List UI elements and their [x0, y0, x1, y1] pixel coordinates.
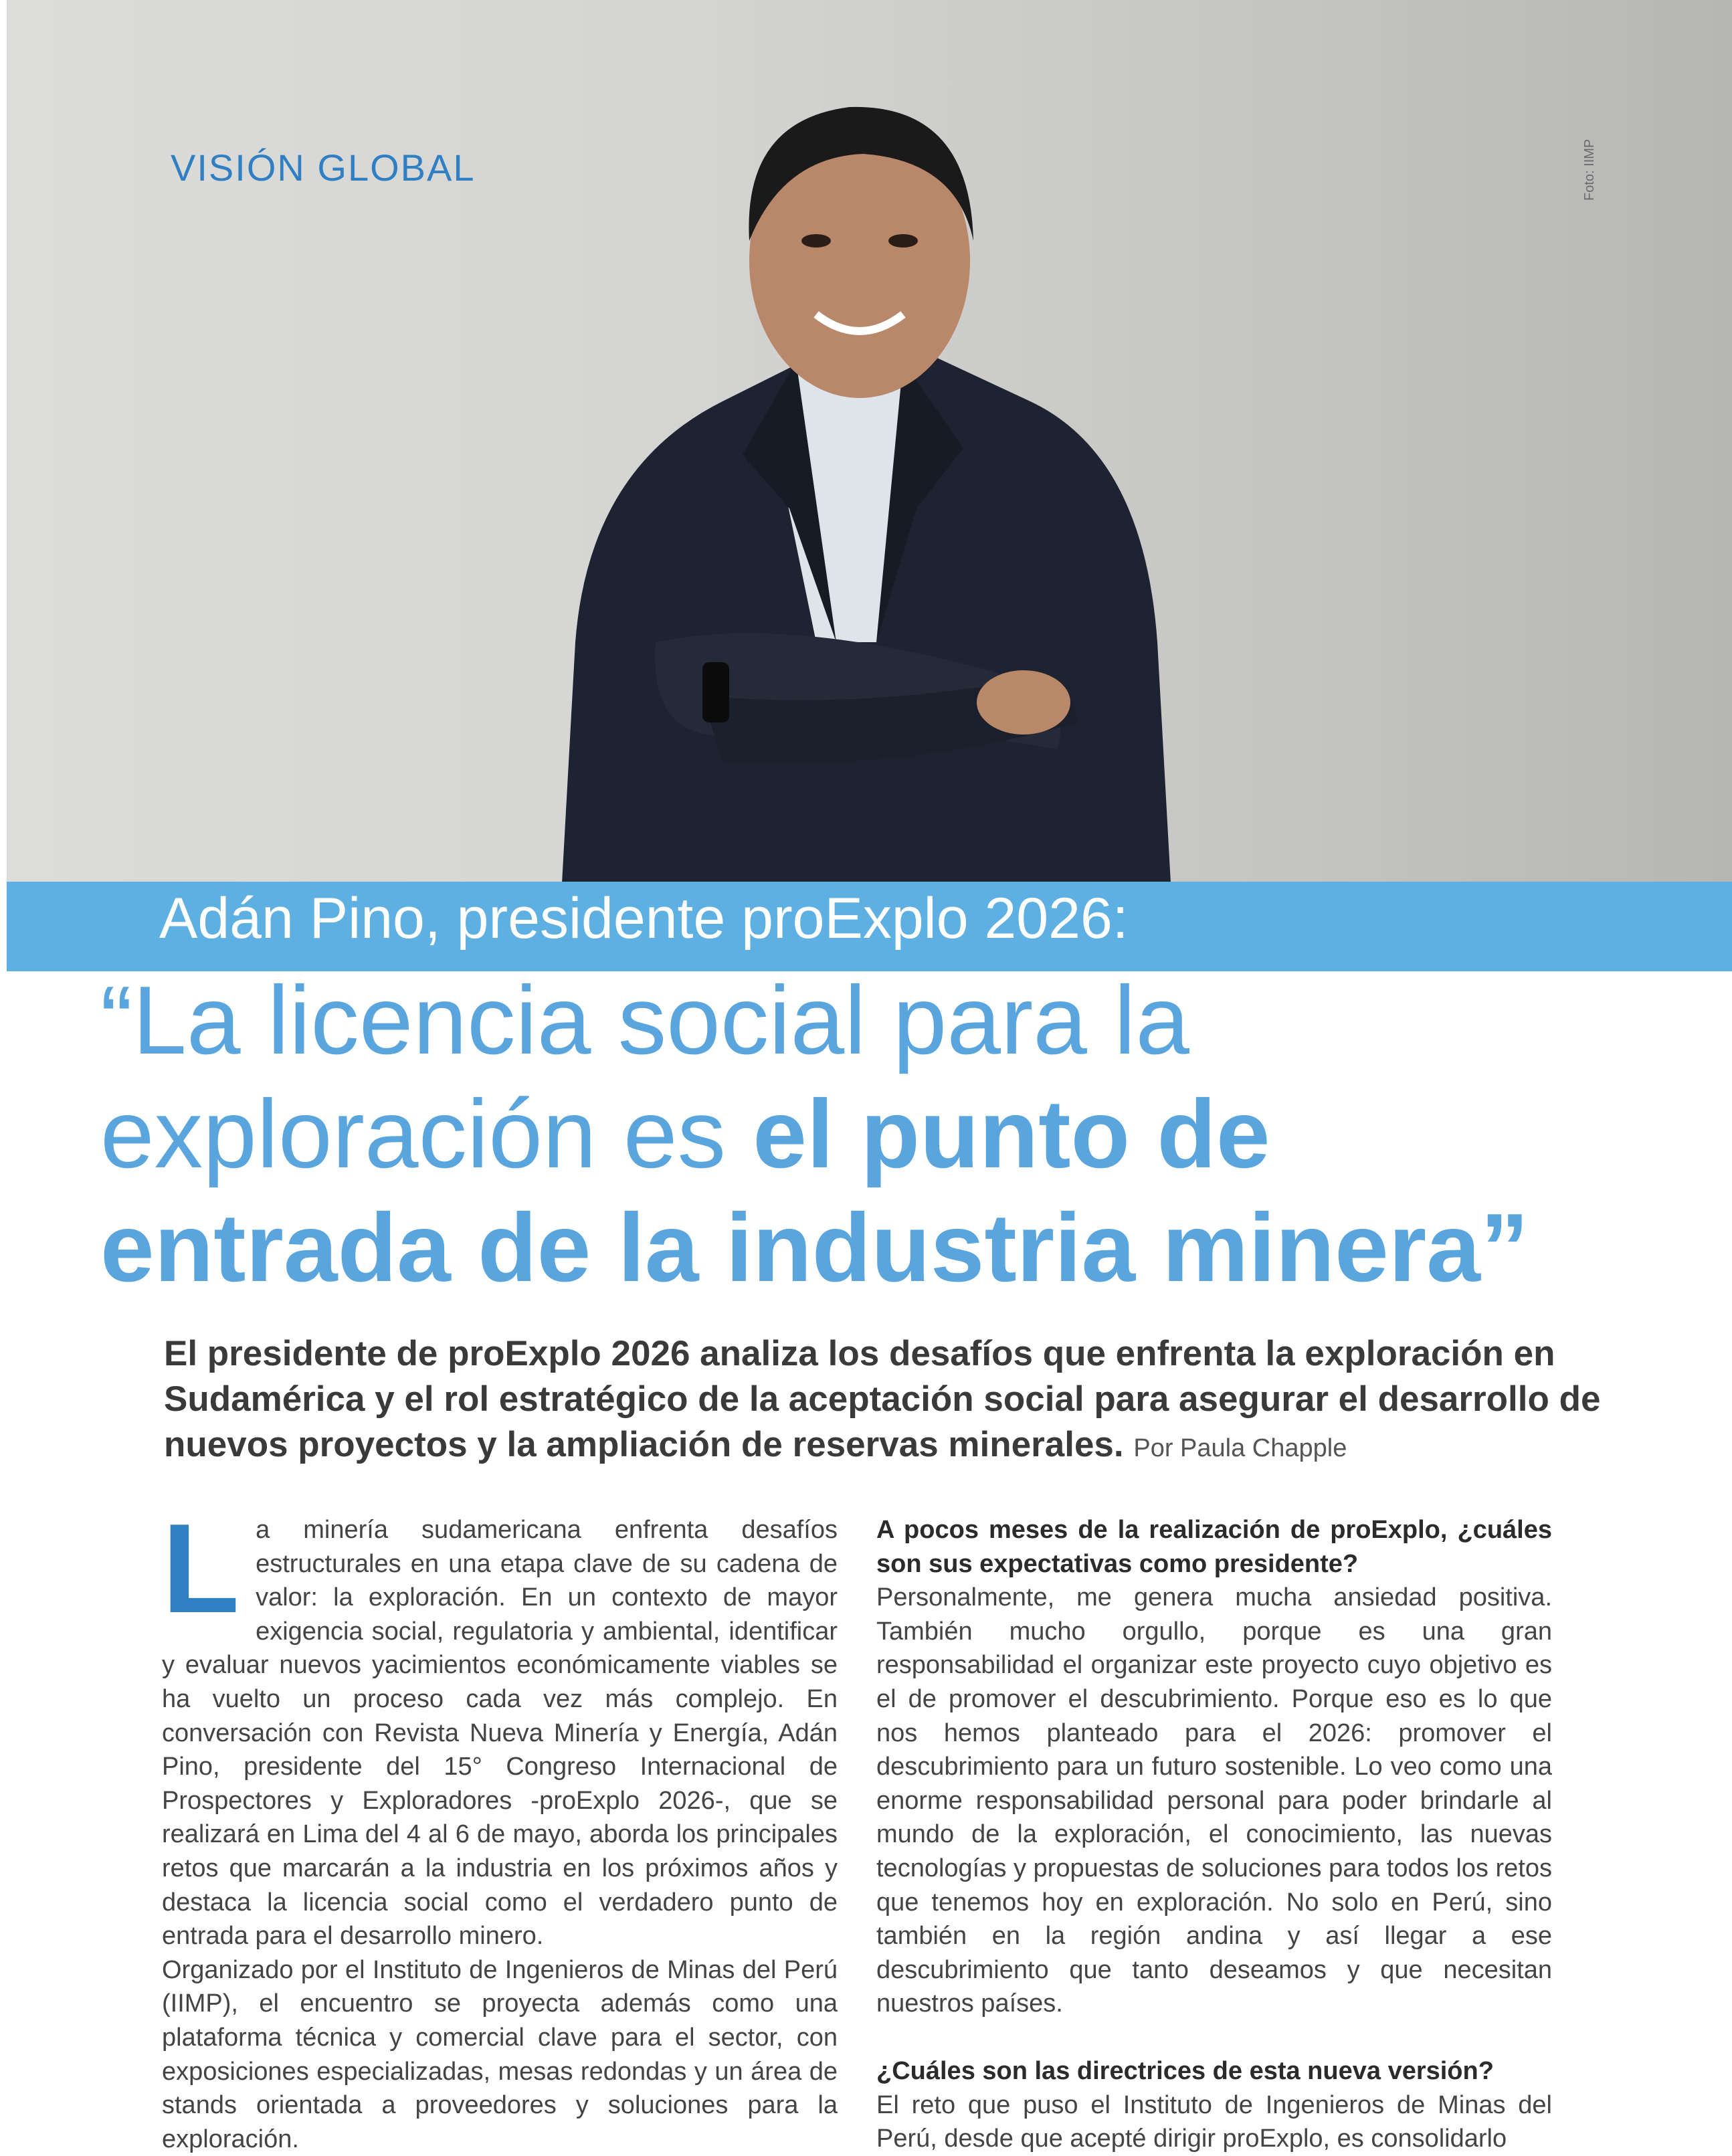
question-1: A pocos meses de la realización de proExplo, ¿cuáles son sus expectativas como presidente?	[876, 1516, 1552, 1578]
left-column	[162, 1498, 838, 2156]
deck-text: El presidente de proExplo 2026 analiza los desafíos que enfrenta la exploración en Sudamérica y el rol estratégico de la aceptación social para asegurar el desarrollo de nuevos proyectos y la ampliación de reservas minerales.	[164, 1334, 1601, 1464]
cover-photo	[7, 0, 1732, 882]
portrait-illustration	[502, 40, 1305, 882]
article-deck	[164, 1331, 1656, 1471]
banner-title: Adán Pino, presidente proExplo 2026:	[159, 886, 1129, 951]
headline-line-2-bold: el punto de	[753, 1080, 1270, 1188]
answer-1: Personalmente, me genera mucha ansiedad positiva. También mucho orgullo, porque es una gran responsabilidad el organizar este proyecto cuyo objetivo es el de promover el descubrimiento. Porque eso es lo que nos hemos planteado para el 2026: promover el descubrimiento para un futuro sostenible. Lo veo como una enorme responsabilidad personal para poder brindarle al mundo de la exploración, el conocimiento, las nuevas tecnologías y propuestas de soluciones para todos los retos que tenemos hoy en exploración. No solo en Perú, sino también en la región andina y así llegar a ese descubrimiento que tanto deseamos y que necesitan nuestros países.	[876, 1583, 1552, 2018]
question-2: ¿Cuáles son las directrices de esta nueva versión?	[876, 2056, 1494, 2085]
headline	[100, 963, 1706, 1304]
headline-line-2-light: exploración es	[100, 1080, 753, 1188]
right-column	[876, 1513, 1552, 2156]
second-paragraph: Organizado por el Instituto de Ingenieros de Minas del Perú (IIMP), el encuentro se proyecta además como una plataforma técnica y comercial clave para el sector, con exposiciones especializadas, mesas redondas y un área de stands orientada a proveedores y soluciones para la exploración.	[162, 1955, 838, 2153]
intro-paragraph: a minería sudamericana enfrenta desafíos estructurales en una etapa clave de su cadena de valor: la exploración. En un contexto de mayor exigencia social, regulatoria y ambiental, identificar y evaluar nuevos yacimientos económicamente viables se ha vuelto un proceso cada vez más complejo. En conversación con Revista Nueva Minería y Energía, Adán Pino, presidente del 15° Congreso Internacional de Prospectores y Exploradores -proExplo 2026-, que se realizará en Lima del 4 al 6 de mayo, aborda los principales retos que marcarán a la industria en los próximos años y destaca la licencia social como el verdadero punto de entrada para el desarrollo minero.	[162, 1516, 838, 1951]
spacer	[876, 2021, 1552, 2054]
headline-line-2	[100, 1077, 1706, 1191]
byline: Por Paula Chapple	[1133, 1434, 1347, 1462]
headline-line-1: “La licencia social para la	[100, 966, 1190, 1074]
section-tag: VISIÓN GLOBAL	[171, 146, 476, 189]
answer-2: El reto que puso el Instituto de Ingenieros de Minas del Perú, desde que acepté dirigir proExplo, es consolidarlo	[876, 2090, 1552, 2153]
drop-cap: L	[162, 1498, 240, 1640]
headline-line-3: entrada de la industria minera”	[100, 1193, 1529, 1302]
photo-credit: Foto: IIMP	[1582, 138, 1597, 201]
